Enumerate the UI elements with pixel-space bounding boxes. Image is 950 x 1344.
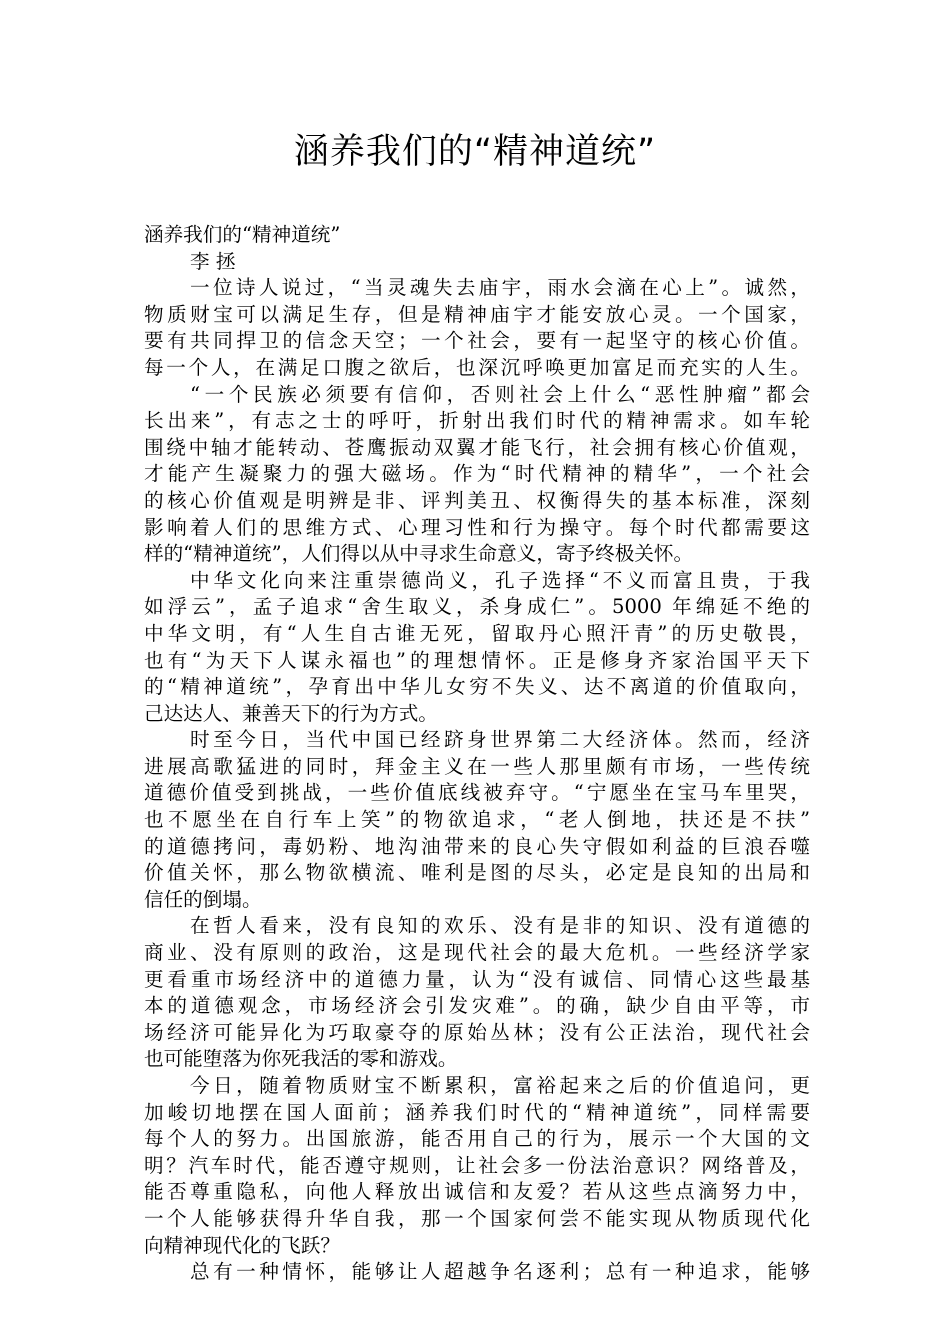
text-line: 时至今日，当代中国已经跻身世界第二大经济体。然而，经济 <box>190 728 810 752</box>
text-line: 一个人能够获得升华自我，那一个国家何尝不能实现从物质现代化 <box>144 1206 810 1230</box>
text-line: 在哲人看来，没有良知的欢乐、没有是非的知识、没有道德的 <box>190 914 810 938</box>
text-line: “一个民族必须要有信仰，否则社会上什么“恶性肿瘤”都会 <box>190 382 810 406</box>
article-body <box>144 222 810 1286</box>
text-line: 围绕中轴才能转动、苍鹰振动双翼才能飞行，社会拥有核心价值观， <box>144 435 810 459</box>
text-line: 每个人的努力。出国旅游，能否用自己的行为，展示一个大国的文 <box>144 1127 810 1151</box>
text-line: 长出来”，有志之士的呼吁，折射出我们时代的精神需求。如车轮 <box>144 409 810 433</box>
text-line: 加峻切地摆在国人面前；涵养我们时代的“精神道统”，同样需要 <box>144 1100 810 1124</box>
text-line: 中华文明，有“人生自古谁无死，留取丹心照汗青”的历史敬畏， <box>144 621 810 645</box>
text-line: 明？汽车时代，能否遵守规则，让社会多一份法治意识？网络普及， <box>144 1153 810 1177</box>
text-line: 也可能堕落为你死我活的零和游戏。 <box>144 1047 458 1071</box>
text-line: 样的“精神道统”，人们得以从中寻求生命意义，寄予终极关怀。 <box>144 542 694 566</box>
text-line: 才能产生凝聚力的强大磁场。作为“时代精神的精华”，一个社会 <box>144 462 810 486</box>
text-line: 一位诗人说过，“当灵魂失去庙宇，雨水会滴在心上”。诚然， <box>190 276 810 300</box>
text-line: 如浮云”，孟子追求“舍生取义，杀身成仁”。5000 年绵延不绝的 <box>144 595 810 619</box>
text-line: 商业、没有原则的政治，这是现代社会的最大危机。一些经济学家 <box>144 941 810 965</box>
text-line: 场经济可能异化为巧取豪夺的原始丛林；没有公正法治，现代社会 <box>144 1020 810 1044</box>
text-line: 更看重市场经济中的道德力量，认为“没有诚信、同情心这些最基 <box>144 967 810 991</box>
author-line: 李 拯 <box>190 249 236 273</box>
text-line: 道德价值受到挑战，一些价值底线被弃守。“宁愿坐在宝马车里哭， <box>144 781 810 805</box>
text-line: 进展高歌猛进的同时，拜金主义在一些人那里颇有市场，一些传统 <box>144 754 810 778</box>
text-line: 的核心价值观是明辨是非、评判美丑、权衡得失的基本标准，深刻 <box>144 488 810 512</box>
text-line: 也不愿坐在自行车上笑”的物欲追求，“老人倒地，扶还是不扶” <box>144 808 810 832</box>
text-line: 的“精神道统”，孕育出中华儿女穷不失义、达不离道的价值取向， <box>144 675 810 699</box>
page-title: 涵养我们的“精神道统” <box>293 132 657 172</box>
text-line: 的道德拷问，毒奶粉、地沟油带来的良心失守假如利益的巨浪吞噬 <box>144 834 810 858</box>
text-line: 中华文化向来注重崇德尚义，孔子选择“不义而富且贵，于我 <box>190 568 810 592</box>
text-line: 影响着人们的思维方式、心理习性和行为操守。每个时代都需要这 <box>144 515 810 539</box>
text-line: 向精神现代化的飞跃？ <box>144 1233 340 1257</box>
text-line: 信任的倒塌。 <box>144 887 262 911</box>
text-line: 今日，随着物质财宝不断累积，富裕起来之后的价值追问，更 <box>190 1074 810 1097</box>
text-line: 价值关怀，那么物欲横流、唯利是图的尽头，必定是良知的出局和 <box>144 861 810 885</box>
text-line: 也有“为天下人谋永福也”的理想情怀。正是修身齐家治国平天下 <box>144 648 810 672</box>
text-line: 总有一种情怀，能够让人超越争名逐利；总有一种追求，能够 <box>190 1260 810 1284</box>
text-line: 要有共同捍卫的信念天空；一个社会，要有一起坚守的核心价值。 <box>144 329 810 353</box>
text-line: 涵养我们的“精神道统” <box>144 223 341 246</box>
text-line: 己达达人、兼善天下的行为方式。 <box>144 701 438 725</box>
text-line: 本的道德观念，市场经济会引发灾难”。的确，缺少自由平等，市 <box>144 994 810 1018</box>
text-line: 每一个人，在满足口腹之欲后，也深沉呼唤更加富足而充实的人生。 <box>144 355 810 379</box>
text-line: 能否尊重隐私，向他人释放出诚信和友爱？若从这些点滴努力中， <box>144 1180 810 1204</box>
text-line: 物质财宝可以满足生存，但是精神庙宇才能安放心灵。一个国家， <box>144 302 810 326</box>
